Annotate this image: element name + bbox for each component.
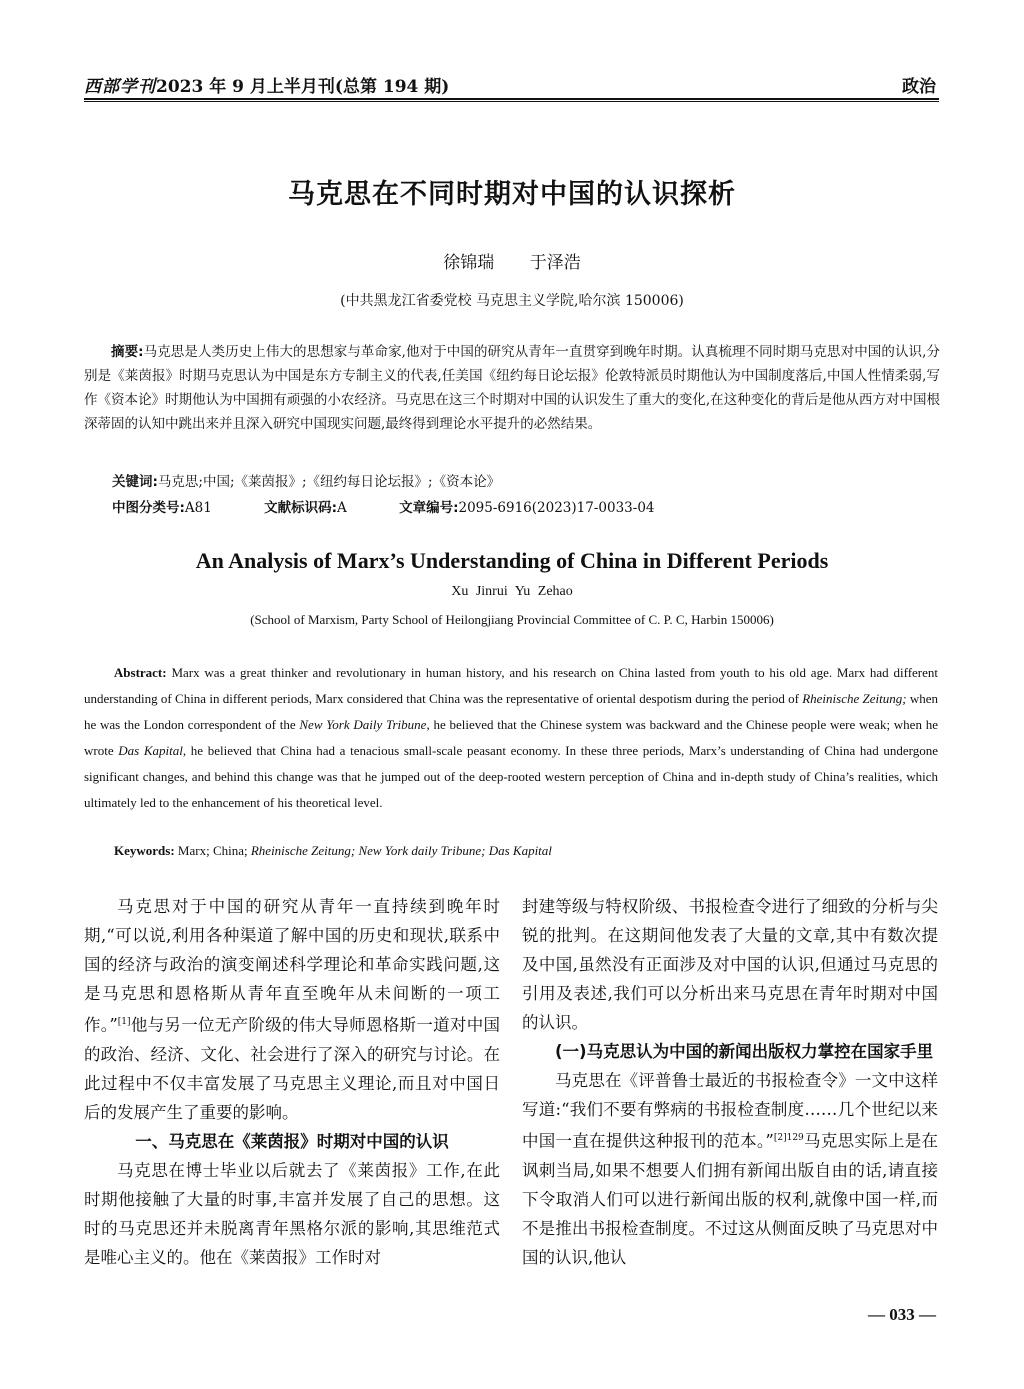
keywords-en-italic: Rheinische Zeitung; New York daily Tribune; Das Kapital [250, 843, 552, 858]
subsection-heading-1: (一)马克思认为中国的新闻出版权力掌控在国家手里 [555, 1042, 934, 1061]
abstract-en-text: Marx was a great thinker and revolutionary in human history, and his research on China lasted from youth to his old age. Marx had different understanding of China in different periods, Marx considered that China was the representative of oriental despotism during the period of [84, 665, 939, 706]
affiliation-en: (School of Marxism, Party School of Heilongjiang Provincial Committee of C. P. C, Harbin 150006) [250, 612, 774, 627]
doc-code-label: 文献标识码: [264, 500, 338, 516]
header-rule [84, 98, 939, 100]
abstract-cn-label: 摘要: [111, 344, 144, 360]
abstract-en-label: Abstract: [113, 665, 167, 680]
keywords-cn-label: 关键词: [112, 474, 158, 490]
keywords-cn-text: 马克思;中国;《莱茵报》;《纽约每日论坛报》;《资本论》 [157, 474, 501, 490]
section-label: 政治 [902, 77, 936, 97]
clc-label: 中图分类号: [112, 500, 185, 516]
page-number: — 033 — [868, 1305, 936, 1324]
abstract-cn [84, 340, 940, 436]
article-no-label: 文章编号: [399, 500, 459, 516]
body-paragraph [522, 1066, 938, 1272]
issue-info: 2023 年 9 月上半月刊(总第 194 期) [156, 77, 450, 97]
authors-cn: 徐锦瑞 于泽浩 [443, 253, 581, 273]
keywords-en-plain: Marx; China; [177, 843, 251, 858]
body-text: 他与另一位无产阶级的伟大导师恩格斯一道对中国的政治、经济、文化、社会进行了深入的研究与讨论。在此过程中不仅丰富发展了马克思主义理论,而且对中国日后的发展产生了重要的影响。 [84, 1015, 501, 1122]
body-paragraph: 封建等级与特权阶级、书报检查令进行了细致的分析与尖锐的批判。在这期间他发表了大量的文章,其中有数次提及中国,虽然没有正面涉及对中国的认识,但通过马克思的引用及表述,我们可以分析出来马克思在青年时期对中国的认识。 [522, 897, 938, 1032]
body-text: 马克思对于中国的研究从青年一直持续到晚年时期,“可以说,利用各种渠道了解中国的历史和现状,联系中国的经济与政治的演变阐述科学理论和革命实践问题,这是马克思和恩格斯从青年直至晚年从未间断的一项工作。” [84, 897, 500, 1035]
abstract-en-italic: Rheinische Zeitung; [802, 691, 907, 706]
doc-code-value: A [337, 500, 347, 516]
abstract-en [84, 660, 938, 816]
body-column-right [522, 892, 938, 1272]
classification-line [112, 496, 655, 516]
keywords-en [114, 843, 552, 859]
abstract-en-italic: New York Daily Tribune, [299, 717, 430, 732]
abstract-en-italic: Das Kapital, [118, 743, 187, 758]
clc-value: A81 [184, 500, 212, 516]
body-column-left [84, 892, 500, 1272]
section-heading-1: 一、马克思在《莱茵报》时期对中国的认识 [135, 1131, 449, 1151]
affiliation-cn: (中共黑龙江省委党校 马克思主义学院,哈尔滨 150006) [340, 293, 684, 309]
header-rule-thin [84, 101, 939, 102]
body-paragraph [84, 892, 500, 1127]
abstract-en-text: he believed that China had a tenacious small-scale peasant economy. In these three periods, Marx’s understanding of China had undergone significant changes, and behind this change was that he jumped out of the deep-rooted western perception of China and in-depth study of China’s realities, which ultimately led to the enhancement of his theoretical level. [84, 743, 938, 810]
paper-title-en: An Analysis of Marx’s Understanding of China in Different Periods [195, 548, 829, 573]
abstract-cn-text: 马克思是人类历史上伟大的思想家与革命家,他对于中国的研究从青年一直贯穿到晚年时期。认真梳理不同时期马克思对中国的认识,分别是《莱茵报》时期马克思认为中国是东方专制主义的代表,任美国《纽约每日论坛报》伦敦特派员时期他认为中国制度落后,中国人性情柔弱,写作《资本论》时期他认为中国拥有顽强的小农经济。马克思在这三个时期对中国的认识发生了重大的变化,在这种变化的背后是他从西方对中国根深蒂固的认知中跳出来并且深入研究中国现实问题,最终得到理论水平提升的必然结果。 [84, 344, 940, 432]
keywords-cn [112, 470, 500, 490]
paper-title-cn: 马克思在不同时期对中国的认识探析 [288, 179, 736, 210]
body-text: 马克思在《评普鲁士最近的书报检查令》一文中这样写道:“我们不要有弊病的书报检查制度……几个世纪以来中国一直在提供这种报刊的范本。” [522, 1071, 938, 1151]
running-header [84, 72, 449, 97]
citation: [2]129 [773, 1133, 804, 1143]
authors-en: Xu Jinrui Yu Zehao [451, 584, 573, 599]
keywords-en-label: Keywords: [114, 843, 175, 858]
abstract-en-text: he believed that the Chinese system was backward and the Chinese people were weak; when he wrote [84, 717, 938, 758]
body-text: 马克思实际上是在讽刺当局,如果不想要人们拥有新闻出版自由的话,请直接下令取消人们可以进行新闻出版的权利,就像中国一样,而不是推出书报检查制度。不过这从侧面反映了马克思对中国的认识,他认 [522, 1131, 938, 1267]
body-paragraph: 马克思在博士毕业以后就去了《莱茵报》工作,在此时期他接触了大量的时事,丰富并发展了自己的思想。这时的马克思还并未脱离青年黑格尔派的影响,其思维范式是唯心主义的。他在《莱茵报》工作时对 [84, 1160, 500, 1267]
article-no-value: 2095-6916(2023)17-0033-04 [458, 500, 655, 516]
citation: [1] [117, 1017, 131, 1027]
abstract-en-text: when he was the London correspondent of the [84, 691, 938, 732]
journal-name: 西部学刊 [84, 77, 156, 97]
